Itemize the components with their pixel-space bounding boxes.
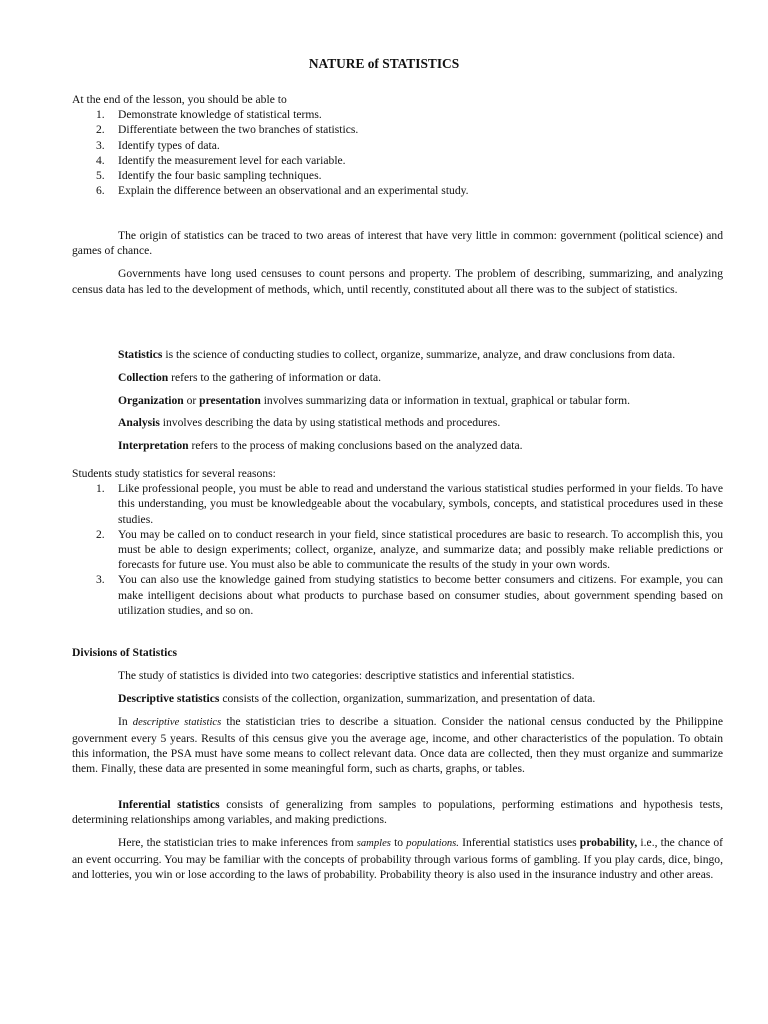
list-text: Differentiate between the two branches of statistics. bbox=[118, 123, 359, 137]
objectives-list bbox=[72, 107, 723, 198]
origin-paragraph-1: The origin of statistics can be traced to two areas of interest that have very little in common: government (political science) and games of chance. bbox=[72, 229, 723, 258]
list-text: Explain the difference between an observational and an experimental study. bbox=[118, 184, 469, 198]
divisions-heading: Divisions of Statistics bbox=[72, 646, 177, 659]
list-number: 6. bbox=[96, 184, 105, 198]
origin-section bbox=[72, 228, 723, 297]
list-text: Identify types of data. bbox=[118, 138, 220, 152]
inferential-paragraph: Here, the statistician tries to make inferences from samples to populations. Inferential statistics uses probability, i.e., the chance of an event occurring. You may be familiar with the concepts of probability through various forms of gambling. If you play cards, dice, bingo, and lotteries, you win or lose according to the laws of probability. Probability theory is also used in the insurance industry and other areas. bbox=[72, 836, 723, 881]
list-number: 3. bbox=[96, 138, 105, 152]
objectives-intro: At the end of the lesson, you should be able to bbox=[72, 93, 287, 106]
definition-organization: Organization or presentation involves summarizing data or information in textual, graphical or tabular form. bbox=[118, 393, 631, 407]
page-title: NATURE of STATISTICS bbox=[308, 56, 460, 71]
term-inferential: Inferential statistics bbox=[118, 798, 220, 811]
italic-samples: samples bbox=[356, 838, 391, 850]
list-item bbox=[72, 183, 723, 198]
definition-interpretation: Interpretation refers to the process of making conclusions based on the analyzed data. bbox=[118, 439, 523, 453]
list-item bbox=[72, 168, 723, 183]
list-item bbox=[72, 527, 723, 573]
term-statistics: Statistics bbox=[118, 348, 163, 361]
reasons-intro: Students study statistics for several reasons: bbox=[72, 467, 276, 480]
descriptive-paragraph: In descriptive statistics the statistician tries to describe a situation. Consider the national census conducted by the Philippine government every 5 years. Results of this census give you the average age, income, and other characteristics of the population. To obtain this information, the PSA must have some means to collect relevant data. Once data are collected, then they must organize and summarize them. Finally, these data are presented in some meaningful form, such as charts, graphs, or tables. bbox=[72, 715, 723, 776]
reasons-list bbox=[72, 481, 723, 618]
list-number: 3. bbox=[96, 573, 105, 587]
divisions-paragraph: The study of statistics is divided into two categories: descriptive statistics and inferential statistics. bbox=[118, 669, 575, 682]
term-descriptive: Descriptive statistics bbox=[118, 692, 220, 706]
list-item bbox=[72, 153, 723, 168]
descriptive-definition: Descriptive statistics consists of the collection, organization, summarization, and presentation of data. bbox=[118, 692, 596, 706]
inferential-section bbox=[72, 797, 723, 882]
list-item bbox=[72, 481, 723, 527]
list-number: 2. bbox=[96, 123, 105, 137]
list-number: 1. bbox=[96, 108, 105, 122]
list-number: 4. bbox=[96, 153, 105, 167]
list-number: 1. bbox=[96, 482, 105, 496]
reasons-section bbox=[72, 466, 723, 618]
objectives-section bbox=[72, 92, 723, 198]
definition-statistics: Statistics is the science of conducting studies to collect, organize, summarize, analyze, and draw conclusions from data. bbox=[118, 348, 676, 361]
list-text: You may be called on to conduct research in your field, since statistical procedures are basic to research. To accomplish this, you must be able to design experiments; collect, organize, analyze, and summarize data; and possibly make reliable predictions or forecasts for future use. You must also be able to communicate the results of the study in your own words. bbox=[118, 527, 723, 572]
term-analysis: Analysis bbox=[118, 416, 160, 430]
italic-descriptive: descriptive statistics bbox=[132, 717, 222, 729]
italic-populations: populations. bbox=[406, 838, 459, 850]
list-item bbox=[72, 572, 723, 618]
divisions-heading-block bbox=[72, 645, 723, 660]
origin-paragraph-2: Governments have long used censuses to count persons and property. The problem of describing, summarizing, and analyzing census data has led to the development of methods, which, until recently, constituted about all there was to the subject of statistics. bbox=[72, 267, 723, 296]
list-item bbox=[72, 138, 723, 153]
divisions-section bbox=[72, 668, 723, 776]
term-interpretation: Interpretation bbox=[118, 439, 189, 453]
list-text: Like professional people, you must be able to read and understand the various statistical studies performed in your fields. To have this understanding, you must be knowledgeable about the vocabulary, symbols, concepts, and statistical procedures used in these studies. bbox=[118, 482, 723, 526]
list-text: You can also use the knowledge gained from studying statistics to become better consumers and citizens. For example, you can make intelligent decisions about what products to purchase based on consumer studies, about government spending based on utilization studies, and so on. bbox=[118, 573, 723, 617]
term-presentation: presentation bbox=[199, 393, 261, 407]
term-collection: Collection bbox=[118, 370, 169, 384]
inferential-definition: Inferential statistics consists of generalizing from samples to populations, performing estimations and hypothesis tests, determining relationships among variables, and making predictions. bbox=[72, 798, 724, 827]
definition-analysis: Analysis involves describing the data by using statistical methods and procedures. bbox=[118, 416, 501, 430]
list-item bbox=[72, 107, 723, 122]
list-text: Demonstrate knowledge of statistical terms. bbox=[118, 108, 322, 122]
list-text: Identify the four basic sampling techniques. bbox=[118, 169, 322, 183]
list-text: Identify the measurement level for each variable. bbox=[118, 153, 346, 167]
term-probability: probability, bbox=[579, 836, 638, 850]
term-organization: Organization bbox=[118, 393, 184, 407]
definition-collection: Collection refers to the gathering of information or data. bbox=[118, 370, 382, 384]
list-number: 5. bbox=[96, 169, 105, 183]
list-item bbox=[72, 122, 723, 137]
definitions-section bbox=[72, 347, 723, 461]
list-number: 2. bbox=[96, 527, 105, 541]
